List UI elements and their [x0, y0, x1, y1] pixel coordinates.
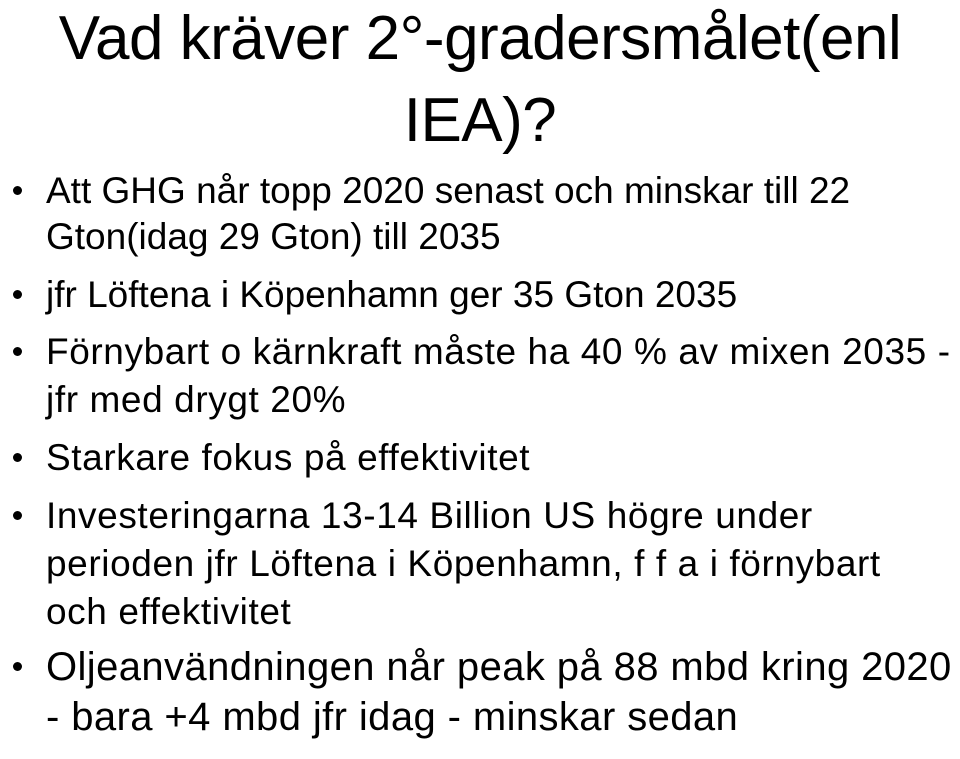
- bullet-dot-icon: [13, 662, 22, 671]
- bullet-item: [0, 328, 960, 424]
- bullet-text: Att GHG når topp 2020 senast och minskar till 22 Gton(idag 29 Gton) till 2035: [46, 170, 851, 257]
- bullet-dot-icon: [13, 290, 22, 299]
- bullet-dot-icon: [13, 511, 22, 520]
- bullet-item: [0, 434, 960, 482]
- bullet-dot-icon: [13, 347, 22, 356]
- bullet-text: Oljeanvändningen når peak på 88 mbd kring 2020 - bara +4 mbd jfr idag - minskar sedan: [46, 645, 952, 739]
- bullet-text: Förnybart o kärnkraft måste ha 40 % av mixen 2035 - jfr med drygt 20%: [46, 331, 951, 420]
- bullet-text: Starkare fokus på effektivitet: [46, 437, 531, 478]
- bullet-item: [0, 168, 960, 260]
- bullet-text: Investeringarna 13-14 Billion US högre under perioden jfr Löftena i Köpenhamn, f f a i förnybart och effektivitet: [46, 495, 881, 632]
- bullet-dot-icon: [13, 453, 22, 462]
- slide-title: [0, 0, 960, 162]
- bullet-text: jfr Löftena i Köpenhamn ger 35 Gton 2035: [46, 274, 738, 315]
- bullet-dot-icon: [13, 186, 22, 195]
- bullet-list: [0, 168, 960, 742]
- bullet-item: [0, 642, 960, 742]
- slide-title-text: Vad kräver 2°-gradersmålet(enl IEA)?: [58, 4, 902, 155]
- bullet-item: [0, 272, 960, 318]
- bullet-item: [0, 492, 960, 636]
